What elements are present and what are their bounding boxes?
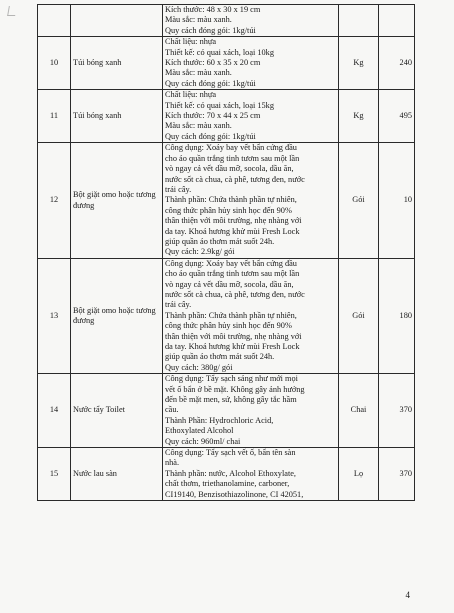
item-quantity-cell: 370	[379, 374, 415, 448]
description-line: Thiết kế: có quai xách, loại 15kg	[165, 100, 274, 110]
description-line: Quy cách: 960ml/ chai	[165, 436, 241, 446]
description-line: vết ố bẩn ở bề mặt. Không gây ảnh hưởng	[165, 384, 305, 394]
item-number-cell: 15	[38, 448, 71, 501]
description-line: Công dụng: Xoáy bay vết bẩn cứng đầu	[165, 258, 297, 268]
description-line: da tay. Khoá hương khử mùi Fresh Lock	[165, 342, 300, 351]
item-quantity-cell: 240	[379, 37, 415, 90]
description-line: giúp quần áo thơm mát suốt 24h.	[165, 236, 275, 246]
description-line: trái cây.	[165, 184, 192, 194]
description-line: CI19140, Benzisothiazolinone, CI 42051,	[165, 489, 304, 499]
item-number-cell	[38, 5, 71, 37]
description-line: vò ngay cả vết dầu mỡ, socola, dầu ăn,	[165, 164, 294, 174]
description-line: giúp quần áo thơm mát suốt 24h.	[165, 352, 275, 362]
item-name-cell: Bột giặt omo hoặc tương đương	[71, 143, 163, 258]
item-name-cell: Nước tẩy Toilet	[71, 374, 163, 448]
description-line: cầu.	[165, 405, 179, 415]
item-unit-cell	[339, 5, 379, 37]
description-line: Quy cách đóng gói: 1kg/túi	[165, 78, 256, 88]
item-description-cell	[163, 374, 339, 448]
description-line: nhà.	[165, 458, 180, 468]
description-line: Thành phần: nước, Alcohol Ethoxylate,	[165, 468, 297, 478]
description-line: nước sốt cà chua, cà phê, tương đen, nước	[165, 174, 305, 184]
table-row	[38, 143, 415, 258]
description-line: Thành Phần: Hydrochloric Acid,	[165, 415, 274, 425]
table-row	[38, 448, 415, 501]
description-line: vò ngay cả vết dầu mỡ, socola, dầu ăn,	[165, 279, 294, 289]
description-line: công thức phân hủy sinh học đến 90%	[165, 321, 292, 331]
table-row	[38, 258, 415, 373]
item-name-cell: Bột giặt omo hoặc tương đương	[71, 258, 163, 373]
item-number-cell: 10	[38, 37, 71, 90]
description-line: Công dụng: Tẩy sạch vết ố, bẩn tên sàn	[165, 448, 296, 458]
description-line: nước sốt cà chua, cà phê, tương đen, nước	[165, 289, 305, 299]
table-row	[38, 5, 415, 37]
table-row	[38, 374, 415, 448]
description-line: Màu sắc: màu xanh.	[165, 121, 232, 131]
item-quantity-cell: 180	[379, 258, 415, 373]
item-name-cell: Túi bóng xanh	[71, 90, 163, 143]
description-line: cho áo quần trắng tinh tươm sau một lần	[165, 269, 300, 279]
table-row	[38, 90, 415, 143]
page-number: 4	[405, 590, 410, 600]
item-unit-cell: Gói	[339, 143, 379, 258]
description-line: Ethoxylated Alcohol	[165, 426, 234, 436]
description-line: thân thiện với môi trường, nhẹ nhàng với	[165, 331, 302, 341]
description-line: Quy cách: 2.9kg/ gói	[165, 247, 235, 257]
description-line: Công dụng: Xoáy bay vết bẩn cứng đầu	[165, 143, 297, 153]
item-description-cell	[163, 448, 339, 501]
item-description-cell	[163, 5, 339, 37]
description-line: Màu sắc: màu xanh.	[165, 15, 232, 25]
item-description-cell	[163, 258, 339, 373]
description-line: Quy cách đóng gói: 1kg/túi	[165, 131, 256, 141]
description-line: Chất liệu: nhựa	[165, 37, 217, 47]
item-description-cell	[163, 90, 339, 143]
item-unit-cell: Kg	[339, 90, 379, 143]
description-line: Thành phần: Chứa thành phần tự nhiên,	[165, 195, 297, 205]
description-line: công thức phân hủy sinh học đến 90%	[165, 205, 292, 215]
spec-table-body	[38, 5, 415, 501]
description-line: cho áo quần trắng tinh tươm sau một lần	[165, 153, 300, 163]
description-line: trái cây.	[165, 300, 192, 310]
item-name-cell	[71, 5, 163, 37]
item-name-cell: Nước lau sàn	[71, 448, 163, 501]
product-spec-table	[37, 4, 415, 501]
item-name-cell: Túi bóng xanh	[71, 37, 163, 90]
description-line: Kích thước: 48 x 30 x 19 cm	[165, 5, 261, 14]
item-number-cell: 12	[38, 143, 71, 258]
corner-fold-mark	[7, 6, 17, 16]
item-number-cell: 11	[38, 90, 71, 143]
item-number-cell: 13	[38, 258, 71, 373]
item-quantity-cell: 495	[379, 90, 415, 143]
item-unit-cell: Gói	[339, 258, 379, 373]
description-line: Màu sắc: màu xanh.	[165, 68, 232, 78]
item-unit-cell: Lọ	[339, 448, 379, 501]
table-row	[38, 37, 415, 90]
description-line: Thành phần: Chứa thành phần tự nhiên,	[165, 310, 297, 320]
description-line: Quy cách: 380g/ gói	[165, 362, 233, 372]
description-line: Chất liệu: nhựa	[165, 90, 217, 100]
description-line: Quy cách đóng gói: 1kg/túi	[165, 25, 256, 35]
item-quantity-cell: 10	[379, 143, 415, 258]
description-line: Thiết kế: có quai xách, loại 10kg	[165, 47, 274, 57]
item-description-cell	[163, 143, 339, 258]
item-description-cell	[163, 37, 339, 90]
item-quantity-cell	[379, 5, 415, 37]
description-line: Công dụng: Tẩy sạch sáng như mới mọi	[165, 374, 298, 384]
item-unit-cell: Kg	[339, 37, 379, 90]
description-line: đến bề mặt men, sứ, không gây tắc hầm	[165, 395, 297, 405]
description-line: thân thiện với môi trường, nhẹ nhàng với	[165, 216, 302, 226]
description-line: chất thơm, triethanolamine, carboner,	[165, 479, 290, 489]
item-quantity-cell: 370	[379, 448, 415, 501]
item-number-cell: 14	[38, 374, 71, 448]
item-unit-cell: Chai	[339, 374, 379, 448]
description-line: Kích thước: 70 x 44 x 25 cm	[165, 111, 261, 121]
description-line: da tay. Khoá hương khử mùi Fresh Lock	[165, 226, 300, 236]
description-line: Kích thước: 60 x 35 x 20 cm	[165, 58, 261, 68]
